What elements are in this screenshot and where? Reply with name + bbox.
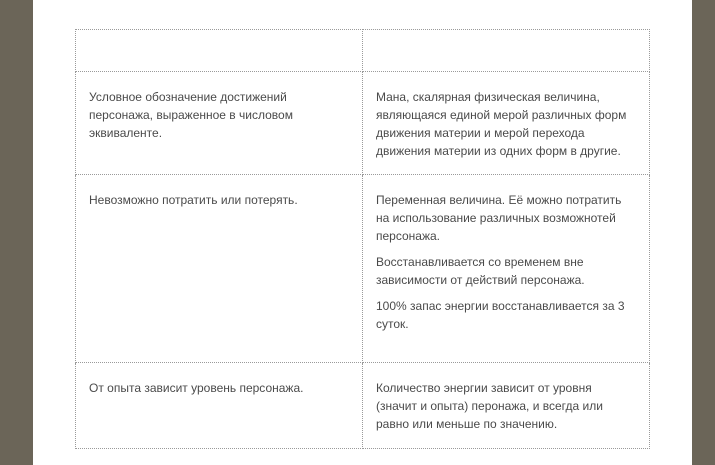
cell-text: Восстанавливается со временем вне зависимости от действий персонажа. (376, 255, 585, 287)
table-row (76, 72, 650, 175)
cell-text: Количество энергии зависит от уровня (значит и опыта) перонажа, и всегда или равно или меньше по значению. (376, 381, 603, 431)
cell-experience (76, 72, 363, 175)
cell-energy (363, 72, 650, 175)
cell-energy (363, 175, 650, 363)
cell-energy (363, 363, 650, 449)
cell-text: Невозможно потратить или потерять. (89, 193, 298, 207)
cell-text: Переменная величина. Её можно потратить на использование различных возможнотей персонажа. (376, 193, 622, 243)
header-cell-right (363, 30, 650, 72)
cell-experience (76, 175, 363, 363)
cell-text: Мана, скалярная физическая величина, являющаяся единой мерой различных форм движения материи и мерой перехода движения материи из одних форм в другие. (376, 90, 627, 158)
table-row (76, 363, 650, 449)
cell-experience (76, 363, 363, 449)
table-header-row (76, 30, 650, 72)
page-content (33, 0, 692, 465)
comparison-table (75, 29, 650, 449)
cell-text: 100% запас энергии восстанавливается за 3 суток. (376, 299, 625, 331)
table-row (76, 175, 650, 363)
header-cell-left (76, 30, 363, 72)
cell-text: От опыта зависит уровень персонажа. (89, 381, 304, 395)
cell-text: Условное обозначение достижений персонажа, выраженное в числовом эквиваленте. (89, 90, 293, 140)
